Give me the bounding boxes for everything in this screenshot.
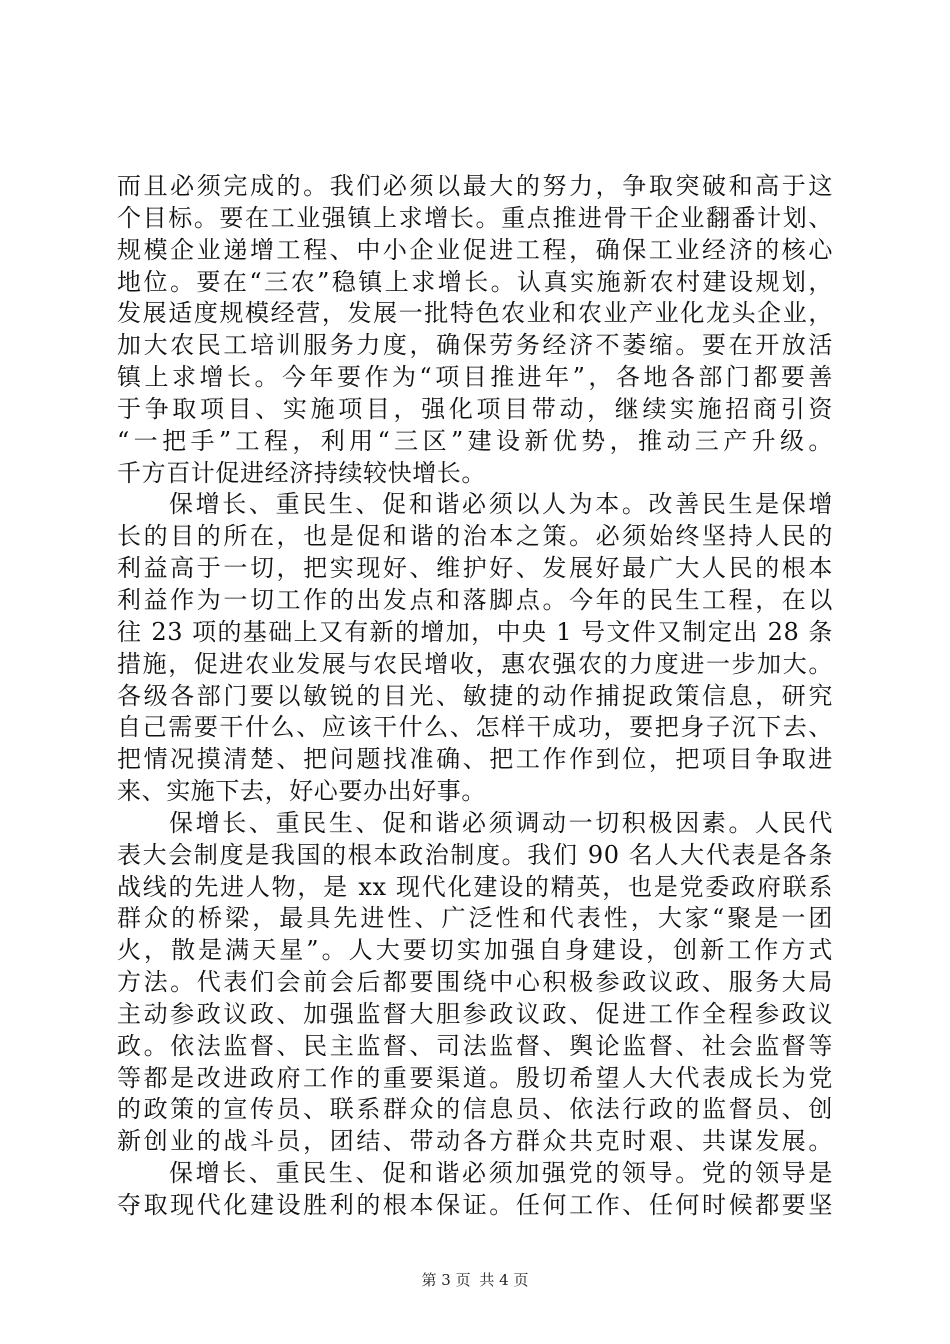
text-line: 火，散是满天星”。人大要切实加强自身建设，创新工作方式 xyxy=(117,936,833,965)
text-line: “一把手”工程，利用“三区”建设新优势，推动三产升级。 xyxy=(117,426,833,455)
text-line: 而且必须完成的。我们必须以最大的努力，争取突破和高于这 xyxy=(117,172,833,200)
text-line: 往 23 项的基础上又有新的增加，中央 1 号文件又制定出 28 条 xyxy=(117,617,833,646)
text-line: 保增长、重民生、促和谐必须加强党的领导。党的领导是 xyxy=(169,1159,833,1188)
text-line: 长的目的所在，也是促和谐的治本之策。必须始终坚持人民的 xyxy=(117,522,833,551)
text-line: 利益作为一切工作的出发点和落脚点。今年的民生工程，在以 xyxy=(117,585,833,614)
text-line: 的政策的宣传员、联系群众的信息员、依法行政的监督员、创 xyxy=(117,1095,833,1124)
text-line: 政。依法监督、民主监督、司法监督、舆论监督、社会监督等 xyxy=(117,1031,833,1060)
text-line: 表大会制度是我国的根本政治制度。我们 90 名人大代表是各条 xyxy=(117,840,833,869)
text-line: 千方百计促进经济持续较快增长。 xyxy=(117,458,486,487)
text-line: 把情况摸清楚、把问题找准确、把工作作到位，把项目争取进 xyxy=(117,745,833,774)
text-line: 主动参政议政、加强监督大胆参政议政、促进工作全程参政议 xyxy=(117,999,833,1028)
text-line: 自己需要干什么、应该干什么、怎样干成功，要把身子沉下去、 xyxy=(117,713,833,742)
text-line: 方法。代表们会前会后都要围绕中心积极参政议政、服务大局 xyxy=(117,968,833,997)
page-footer xyxy=(0,1270,950,1290)
document-body xyxy=(117,171,833,1222)
text-line: 加大农民工培训服务力度，确保劳务经济不萎缩。要在开放活 xyxy=(117,331,833,360)
text-line: 地位。要在“三农”稳镇上求增长。认真实施新农村建设规划， xyxy=(117,267,833,296)
text-line: 发展适度规模经营，发展一批特色农业和农业产业化龙头企业， xyxy=(117,299,833,328)
text-line: 战线的先进人物，是 xx 现代化建设的精英，也是党委政府联系 xyxy=(117,872,833,901)
text-line: 保增长、重民生、促和谐必须以人为本。改善民生是保增 xyxy=(169,490,833,519)
text-line: 保增长、重民生、促和谐必须调动一切积极因素。人民代 xyxy=(169,808,833,837)
text-line: 新创业的战斗员，团结、带动各方群众共克时艰、共谋发展。 xyxy=(117,1127,833,1156)
text-line: 等都是改进政府工作的重要渠道。殷切希望人大代表成长为党 xyxy=(117,1063,833,1092)
text-line: 措施，促进农业发展与农民增收，惠农强农的力度进一步加大。 xyxy=(117,649,833,678)
text-line: 规模企业递增工程、中小企业促进工程，确保工业经济的核心 xyxy=(117,235,833,264)
text-line: 各级各部门要以敏锐的目光、敏捷的动作捕捉政策信息，研究 xyxy=(117,681,833,710)
text-line: 夺取现代化建设胜利的根本保证。任何工作、任何时候都要坚 xyxy=(117,1191,833,1219)
page-total: 共 4 页 xyxy=(479,1271,529,1289)
text-line: 来、实施下去，好心要办出好事。 xyxy=(117,777,486,806)
page-number: 第 3 页 xyxy=(421,1271,471,1289)
text-line: 群众的桥梁，最具先进性、广泛性和代表性，大家“聚是一团 xyxy=(117,904,833,933)
text-line: 于争取项目、实施项目，强化项目带动，继续实施招商引资 xyxy=(117,394,833,423)
text-line: 镇上求增长。今年要作为“项目推进年”，各地各部门都要善 xyxy=(117,363,833,392)
text-line: 个目标。要在工业强镇上求增长。重点推进骨干企业翻番计划、 xyxy=(117,203,833,232)
text-line: 利益高于一切，把实现好、维护好、发展好最广大人民的根本 xyxy=(117,554,833,583)
